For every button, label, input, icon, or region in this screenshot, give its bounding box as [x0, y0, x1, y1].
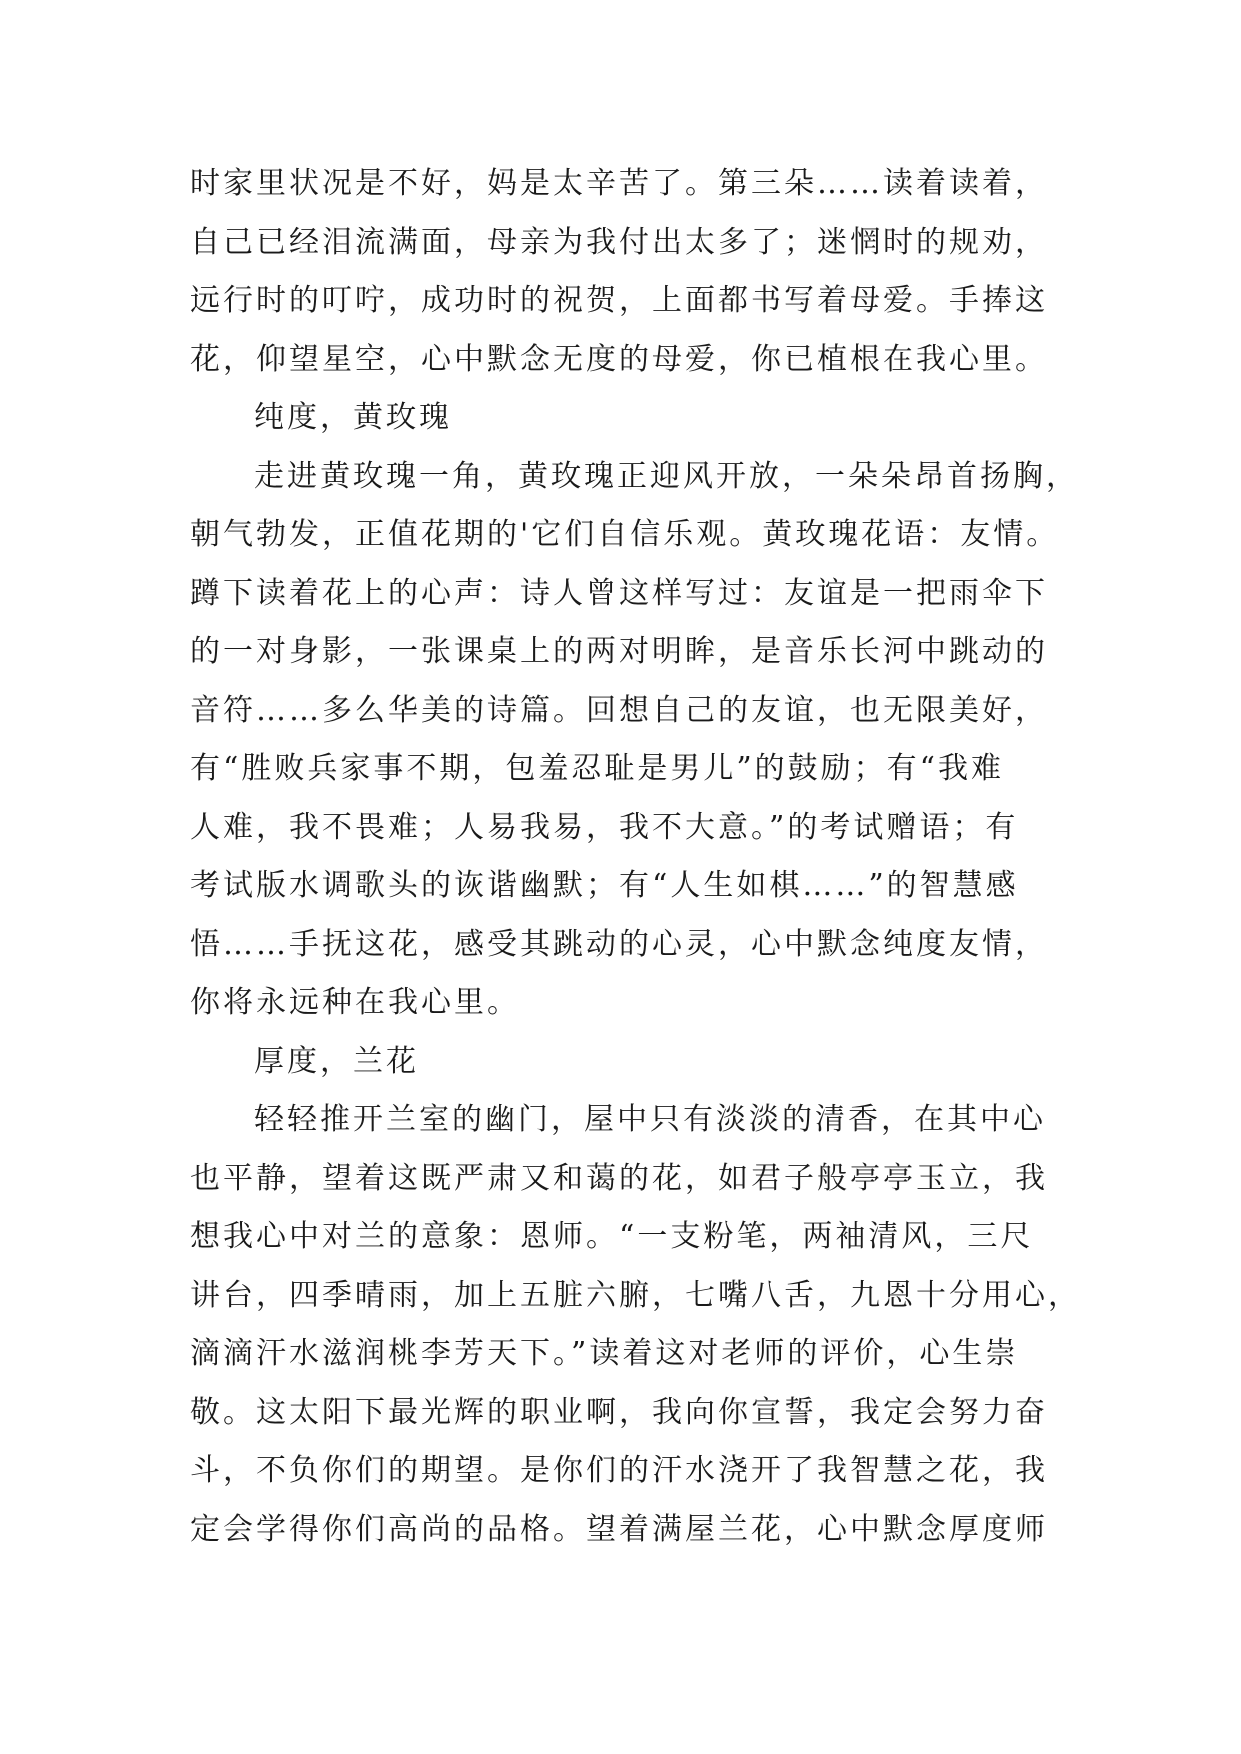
- text-line: 蹲下读着花上的心声：诗人曾这样写过：友谊是一把雨伞下: [190, 575, 1048, 611]
- text-line: 滴滴汗水滋润桃李芳天下。”读着这对老师的评价，心生崇: [190, 1336, 1019, 1371]
- text-line: 人难，我不畏难；人易我易，我不大意。”的考试赠语；有: [190, 809, 1019, 845]
- text-line: 你将永远种在我心里。: [190, 985, 520, 1020]
- section-heading: 纯度，黄玫瑰: [254, 400, 452, 435]
- text-line: 自己已经泪流满面，母亲为我付出太多了；迷惘时的规劝，: [190, 224, 1048, 260]
- text-line: 有“胜败兵家事不期，包羞忍耻是男儿”的鼓励；有“我难: [190, 751, 1005, 786]
- text-line: 悟……手抚这花，感受其跳动的心灵，心中默念纯度友情，: [190, 926, 1048, 962]
- document-page: [190, 155, 1081, 1559]
- text-line: 敬。这太阳下最光辉的职业啊，我向你宣誓，我定会努力奋: [190, 1394, 1048, 1430]
- text-line: 花，仰望星空，心中默念无度的母爱，你已植根在我心里。: [190, 341, 1048, 377]
- text-line: 轻轻推开兰室的幽门，屋中只有淡淡的清香，在其中心: [254, 1102, 1046, 1137]
- text-line: 音符……多么华美的诗篇。回想自己的友谊，也无限美好，: [190, 692, 1048, 728]
- text-line: 也平静，望着这既严肃又和蔼的花，如君子般亭亭玉立，我: [190, 1160, 1048, 1196]
- text-line: 时家里状况是不好，妈是太辛苦了。第三朵……读着读着，: [190, 166, 1048, 201]
- text-line: 考试版水调歌头的诙谐幽默；有“人生如棋……”的智慧感: [190, 868, 1019, 903]
- text-line: 的一对身影，一张课桌上的两对明眸，是音乐长河中跳动的: [190, 634, 1048, 669]
- section-heading: 厚度，兰花: [254, 1043, 419, 1079]
- text-line: 想我心中对兰的意象：恩师。“一支粉笔，两袖清风，三尺: [190, 1219, 1034, 1254]
- text-line: 定会学得你们高尚的品格。望着满屋兰花，心中默念厚度师: [190, 1511, 1048, 1547]
- text-line: 讲台，四季晴雨，加上五脏六腑，七嘴八舌，九恩十分用心，: [190, 1277, 1081, 1313]
- text-line: 朝气勃发，正值花期的'它们自信乐观。黄玫瑰花语：友情。: [190, 517, 1060, 552]
- text-line: 走进黄玫瑰一角，黄玫瑰正迎风开放，一朵朵昂首扬胸，: [254, 458, 1079, 494]
- text-line: 远行时的叮咛，成功时的祝贺，上面都书写着母爱。手捧这: [190, 283, 1048, 318]
- text-line: 斗，不负你们的期望。是你们的汗水浇开了我智慧之花，我: [190, 1453, 1048, 1488]
